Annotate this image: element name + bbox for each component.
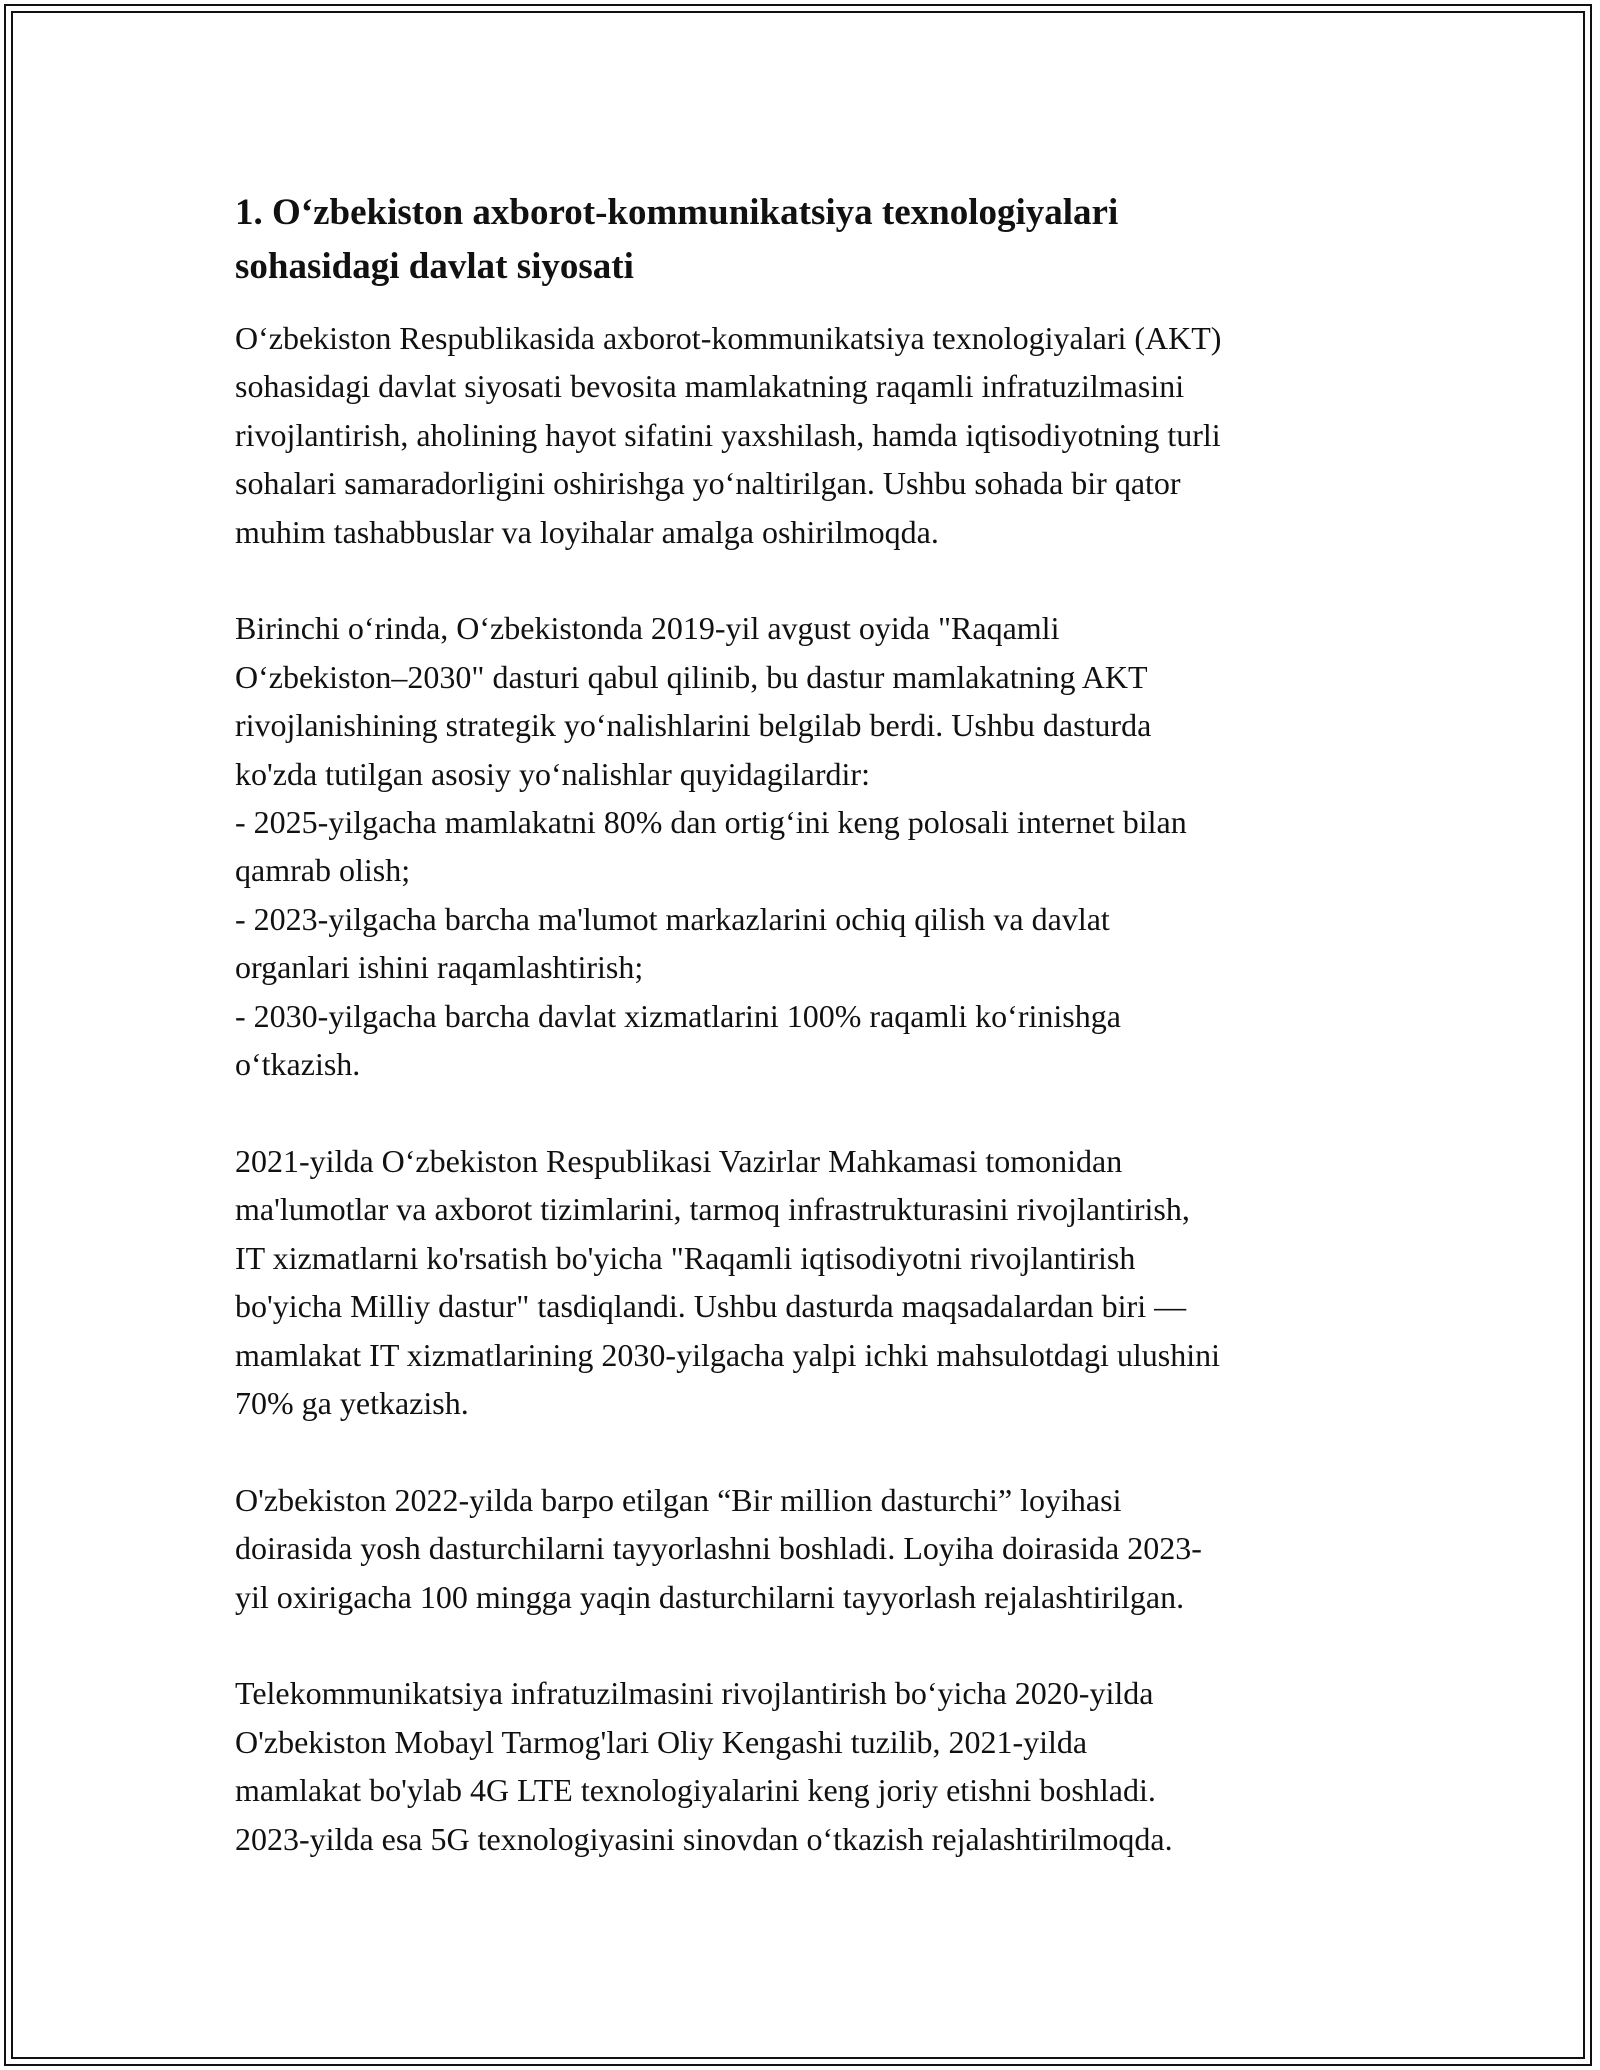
list-item-line: o‘tkazish. — [235, 1046, 361, 1083]
text-line: yil oxirigacha 100 mingga yaqin dasturchilarni tayyorlash rejalashtirilgan. — [235, 1578, 1185, 1615]
list-item-line: - 2030-yilgacha barcha davlat xizmatlarini 100% raqamli ko‘rinishga — [235, 997, 1121, 1034]
paragraph-intro — [235, 314, 1375, 556]
text-line: rivojlantirish, aholining hayot sifatini yaxshilash, hamda iqtisodiyotning turli — [235, 416, 1221, 453]
text-line: sohasidagi davlat siyosati bevosita mamlakatning raqamli infratuzilmasini — [235, 368, 1185, 405]
text-line: rivojlanishining strategik yo‘nalishlarini belgilab berdi. Ushbu dasturda — [235, 707, 1152, 744]
title-line: 1. O‘zbekiston axborot-kommunikatsiya texnologiyalari — [235, 192, 1119, 233]
document-title — [235, 186, 1375, 294]
text-line: 70% ga yetkazish. — [235, 1384, 469, 1421]
text-line: doirasida yosh dasturchilarni tayyorlashni boshladi. Loyiha doirasida 2023- — [235, 1530, 1202, 1567]
text-line: O‘zbekiston–2030" dasturi qabul qilinib, bu dastur mamlakatning AKT — [235, 658, 1148, 695]
text-line: ma'lumotlar va axborot tizimlarini, tarmoq infrastrukturasini rivojlantirish, — [235, 1191, 1190, 1228]
text-line: ko'zda tutilgan asosiy yo‘nalishlar quyidagilardir: — [235, 755, 870, 792]
paragraph-telecom-infrastructure — [235, 1669, 1375, 1863]
paragraph-national-program — [235, 1137, 1375, 1427]
paragraph-digital-uzbekistan-2030 — [235, 604, 1375, 1088]
text-line: mamlakat IT xizmatlarining 2030-yilgacha yalpi ichki mahsulotdagi ulushini — [235, 1336, 1220, 1373]
text-line: mamlakat bo'ylab 4G LTE texnologiyalarini keng joriy etishni boshladi. — [235, 1772, 1156, 1809]
text-line: O'zbekiston 2022-yilda barpo etilgan “Bir million dasturchi” loyihasi — [235, 1481, 1122, 1518]
text-line: sohalari samaradorligini oshirishga yo‘naltirilgan. Ushbu sohada bir qator — [235, 465, 1181, 502]
text-line: IT xizmatlarni ko'rsatish bo'yicha "Raqamli iqtisodiyotni rivojlantirish — [235, 1239, 1136, 1276]
text-line: muhim tashabbuslar va loyihalar amalga oshirilmoqda. — [235, 513, 939, 550]
list-item-line: qamrab olish; — [235, 852, 411, 889]
list-item-line: organlari ishini raqamlashtirish; — [235, 949, 644, 986]
paragraph-one-million-coders — [235, 1476, 1375, 1621]
text-line: O‘zbekiston Respublikasida axborot-kommunikatsiya texnologiyalari (AKT) — [235, 320, 1222, 356]
text-line: Birinchi o‘rinda, O‘zbekistonda 2019-yil avgust oyida "Raqamli — [235, 610, 1060, 647]
list-item-line: - 2025-yilgacha mamlakatni 80% dan ortig‘ini keng polosali internet bilan — [235, 804, 1187, 841]
text-line: O'zbekiston Mobayl Tarmog'lari Oliy Kengashi tuzilib, 2021-yilda — [235, 1723, 1088, 1760]
text-line: Telekommunikatsiya infratuzilmasini rivojlantirish bo‘yicha 2020-yilda — [235, 1675, 1154, 1712]
text-line: 2023-yilda esa 5G texnologiyasini sinovdan o‘tkazish rejalashtirilmoqda. — [235, 1820, 1173, 1857]
text-line: 2021-yilda O‘zbekiston Respublikasi Vazirlar Mahkamasi tomonidan — [235, 1142, 1123, 1179]
text-line: bo'yicha Milliy dastur" tasdiqlandi. Ushbu dasturda maqsadalardan biri — — [235, 1288, 1187, 1325]
list-item-line: - 2023-yilgacha barcha ma'lumot markazlarini ochiq qilish va davlat — [235, 900, 1110, 937]
document-page — [235, 186, 1375, 1911]
title-line: sohasidagi davlat siyosati — [235, 246, 634, 287]
